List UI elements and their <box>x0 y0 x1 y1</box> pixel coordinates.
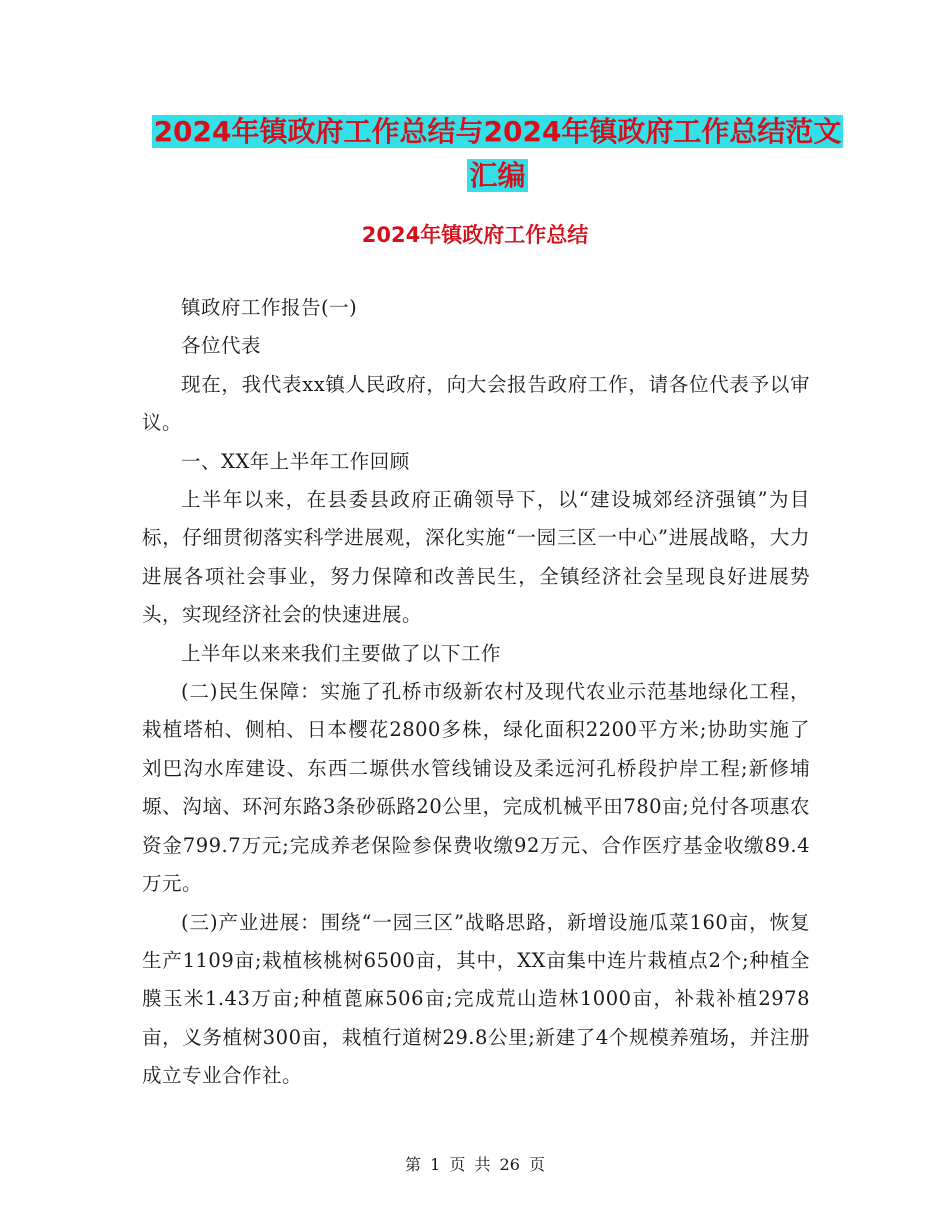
paragraph: 各位代表 <box>181 334 262 358</box>
paragraph: 上半年以来来我们主要做了以下工作 <box>181 641 502 665</box>
document-title-line1: 2024年镇政府工作总结与2024年镇政府工作总结范文 <box>153 115 842 148</box>
paragraph: 一、XX年上半年工作回顾 <box>181 449 410 473</box>
paragraph: (二)民生保障：实施了孔桥市级新农村及现代农业示范基地绿化工程，栽植塔柏、侧柏、日本樱花2800多株，绿化面积2200平方米;协助实施了刘巴沟水库建设、东西二塬供水管线铺设及柔远河孔桥段护岸工程;新修埔塬、沟垴、环河东路3条砂砾路20公里，完成机械平田780亩;兑付各项惠农资金799.7万元;完成养老保险参保费收缴92万元、合作医疗基金收缴89.4万元。 <box>142 680 810 896</box>
section-title: 2024年镇政府工作总结 <box>361 223 589 247</box>
document-title <box>140 110 855 198</box>
paragraph: 镇政府工作报告(一) <box>181 296 358 319</box>
page-footer: 第 1 页 共 26 页 <box>405 1155 545 1174</box>
paragraph: (三)产业进展：围绕“一园三区”战略思路，新增设施瓜菜160亩，恢复生产1109亩;栽植核桃树6500亩，其中，XX亩集中连片栽植点2个;种植全膜玉米1.43万亩;种植蓖麻506亩;完成荒山造林1000亩，补栽补植2978亩，义务植树300亩，栽植行道树29.8公里;新建了4个规模养殖场，并注册成立专业合作社。 <box>142 910 810 1088</box>
paragraph: 上半年以来，在县委县政府正确领导下，以“建设城郊经济强镇”为目标，仔细贯彻落实科学进展观，深化实施“一园三区一中心”进展战略，大力进展各项社会事业，努力保障和改善民生，全镇经济社会呈现良好进展势头，实现经济社会的快速进展。 <box>142 488 810 627</box>
document-title-line2: 汇编 <box>469 159 526 192</box>
body-text <box>142 289 810 1096</box>
paragraph: 现在，我代表xx镇人民政府，向大会报告政府工作，请各位代表予以审议。 <box>142 372 810 435</box>
